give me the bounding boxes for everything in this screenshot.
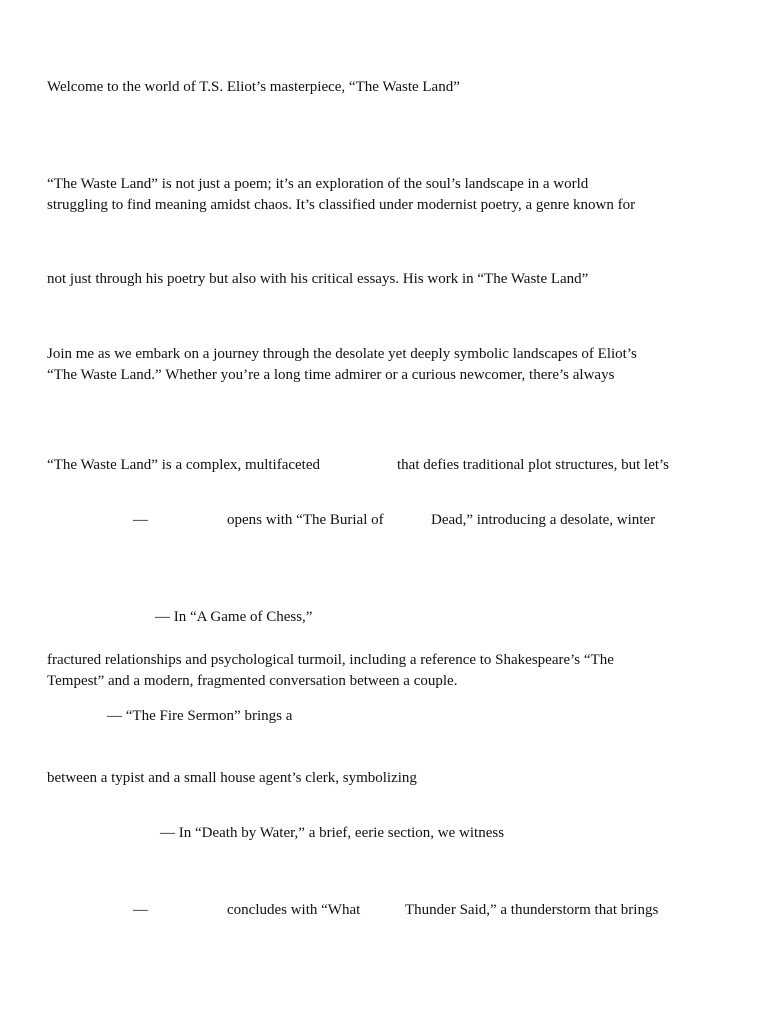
text-fragment: “The Waste Land” is a complex, multifaceted — [47, 457, 320, 473]
paragraph-line — [0, 455, 768, 476]
paragraph-line: fractured relationships and psychological turmoil, including a reference to Shakespeare’s “The — [47, 652, 614, 668]
text-fragment: Thunder Said,” a thunderstorm that brings — [405, 902, 659, 918]
em-dash: — — [133, 512, 148, 528]
text-fragment: Dead,” introducing a desolate, winter — [431, 512, 656, 528]
paragraph-line: Tempest” and a modern, fragmented conversation between a couple. — [47, 673, 458, 689]
paragraph-line: “The Waste Land” is not just a poem; it’s an exploration of the soul’s landscape in a world — [47, 176, 589, 192]
list-item — [0, 900, 768, 921]
em-dash: — — [133, 902, 148, 918]
list-item: — In “Death by Water,” a brief, eerie section, we witness — [160, 825, 505, 841]
paragraph-line: struggling to find meaning amidst chaos. It’s classified under modernist poetry, a genre known for — [47, 197, 636, 213]
paragraph-line: Join me as we embark on a journey through the desolate yet deeply symbolic landscapes of Eliot’s — [47, 346, 637, 362]
paragraph-line: “The Waste Land.” Whether you’re a long time admirer or a curious newcomer, there’s always — [47, 367, 615, 383]
paragraph-line: not just through his poetry but also with his critical essays. His work in “The Waste Land” — [47, 271, 589, 287]
intro-heading: Welcome to the world of T.S. Eliot’s masterpiece, “The Waste Land” — [47, 79, 460, 95]
text-fragment: opens with “The Burial of — [227, 512, 384, 528]
list-item — [0, 510, 768, 531]
list-item: — “The Fire Sermon” brings a — [107, 708, 293, 724]
text-fragment: concludes with “What — [227, 902, 361, 918]
text-fragment: that defies traditional plot structures, but let’s — [397, 457, 670, 473]
list-item: — In “A Game of Chess,” — [155, 609, 313, 625]
paragraph-line: between a typist and a small house agent’s clerk, symbolizing — [47, 770, 417, 786]
